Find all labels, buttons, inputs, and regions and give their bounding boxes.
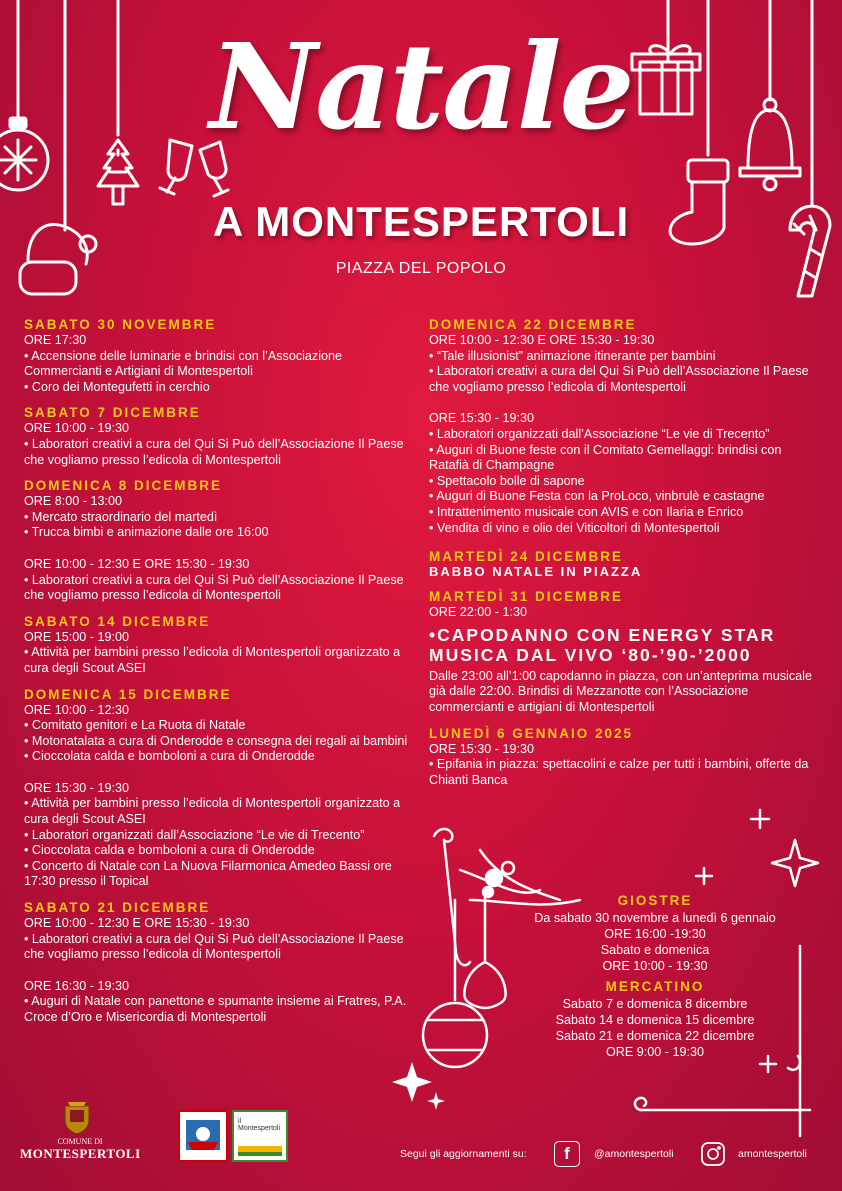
giostre-line: Da sabato 30 novembre a lunedì 6 gennaio [534,911,776,925]
event-line: • Cioccolata calda e bomboloni a cura di Onderodde [24,843,315,858]
mercatino-line: Sabato 14 e domenica 15 dicembre [555,1013,755,1027]
event-line: • Attività per bambini presso l’edicola di Montespertoli organizzato a cura degli Scout ASEI [24,796,401,827]
mercatino-line: Sabato 21 e domenica 22 dicembre [555,1029,755,1043]
event-line: • Laboratori creativi a cura del Qui Si Può dell’Associazione Il Paese che vogliamo presso l’edicola di Montespertoli [429,364,809,394]
facebook-handle[interactable]: @amontespertoli [594,1148,674,1160]
sparkle-icon [392,1062,432,1102]
event-line: • Coro dei Montegufetti in cerchio [24,379,210,394]
event-line: • Laboratori creativi a cura del Qui Si Può dell’Associazione Il Paese che vogliamo presso l’edicola di Montespertoli [24,931,404,962]
giostre-line: ORE 16:00 -19:30 [604,927,706,941]
partner-logo-2 [232,1110,288,1162]
event-line: • Intrattenimento musicale con AVIS e con Ilaria e Enrico [429,504,744,519]
event-line: ORE 16:30 - 19:30 [24,978,130,993]
event-line: ORE 8:00 - 13:00 [24,494,123,509]
event-line: • Motonatalata a cura di Onderodde e consegna dei regali ai bambini [24,733,408,748]
giostre-line: ORE 10:00 - 19:30 [602,959,708,973]
event-line: • Laboratori organizzati dall’Associazione “Le vie di Trecento” [24,827,365,842]
event-line: • Vendita di vino e olio dei Viticoltori di Montespertoli [429,520,720,535]
event-line: • Comitato genitori e La Ruota di Natale [24,718,246,733]
hanging-ornament-icon [423,890,506,1067]
event-line: • Auguri di Natale con panettone e spumante insieme ai Fratres, P.A. Croce d’Oro e Misericordia di Montespertoli [24,994,407,1024]
partner-logo-2-text: il Montespertoli [238,1118,281,1132]
follow-label: Segui gli aggiornamenti su: [400,1148,527,1160]
event-line: • Laboratori organizzati dall’Associazione “Le vie di Trecento” [429,426,770,441]
comune-small: COMUNE DI [57,1137,103,1146]
event-line: ORE 10:00 - 12:30 [24,702,130,717]
sparkle-icon [751,810,769,828]
event-line: ORE 15:30 - 19:30 [429,741,535,756]
event-line: ORE 15:00 - 19:00 [24,629,130,644]
event-line: • Laboratori creativi a cura del Qui Si Può dell’Associazione Il Paese che vogliamo presso l’edicola di Montespertoli [24,572,404,603]
giostre-block [510,892,800,1060]
event-line: • Trucca bimbi e animazione dalle ore 16:00 [24,525,269,540]
capodanno-line-2: MUSICA DAL VIVO ‘80-’90-’2000 [429,644,752,665]
capodanno-title [429,625,824,665]
event-line: ORE 22:00 - 1:30 [429,605,528,620]
event-heading: MARTEDÌ 24 DICEMBRE [429,549,624,565]
mercatino-line: ORE 9:00 - 19:30 [605,1045,704,1059]
event-heading: MARTEDÌ 31 DICEMBRE [429,589,624,605]
mercatino-heading: MERCATINO [605,979,705,994]
event-line: • Laboratori creativi a cura del Qui Si Può dell’Associazione Il Paese che vogliamo presso l’edicola di Montespertoli [24,436,404,467]
sparkle-icon [696,868,712,884]
event-heading: SABATO 7 DICEMBRE [24,405,201,421]
comune-logo [20,1137,140,1162]
instagram-icon[interactable] [700,1141,726,1167]
title-script: Natale [209,17,633,156]
event-line: • Auguri di Buone Festa con la ProLoco, vinbrulè e castagne [429,489,765,504]
event-heading: SABATO 30 NOVEMBRE [24,317,217,332]
left-column [24,316,409,1026]
event-line: ORE 10:00 - 12:30 E ORE 15:30 - 19:30 [429,333,655,347]
instagram-handle[interactable]: amontespertoli [738,1148,807,1160]
event-line: Dalle 23:00 all’1:00 capodanno in piazza, con un’anteprima musicale già dalle 22:00. Brindisi di Mezzanotte con l’Associazione commercianti e artigiani di Montespertoli [429,668,812,714]
event-line: • Accensione delle luminarie e brindisi con l’Associazione Commercianti e Artigiani di Montespertoli [24,348,343,379]
sparkles-bottom [390,1056,450,1116]
event-subheading: BABBO NATALE IN PIAZZA [429,564,643,580]
event-line: • Attività per bambini presso l’edicola di Montespertoli organizzato a cura degli Scout ASEI [24,645,401,675]
sparkle-icon [427,1092,445,1110]
title-sub: A MONTESPERTOLI [212,198,630,245]
event-line: • Cioccolata calda e bomboloni a cura di Onderodde [24,749,315,764]
event-line: ORE 15:30 - 19:30 [429,411,535,426]
event-line: • Concerto di Natale con La Nuova Filarmonica Amedeo Bassi ore 17:30 presso il Topical [24,858,392,889]
event-line: ORE 10:00 - 12:30 E ORE 15:30 - 19:30 [24,556,250,571]
event-line: ORE 10:00 - 19:30 [24,421,130,436]
event-line: ORE 10:00 - 12:30 E ORE 15:30 - 19:30 [24,916,250,931]
event-heading: DOMENICA 22 DICEMBRE [429,317,637,332]
right-column [429,316,824,788]
mercatino-line: Sabato 7 e domenica 8 dicembre [562,997,748,1011]
comune-name: MONTESPERTOLI [20,1146,141,1161]
event-line: ORE 17:30 [24,333,87,347]
event-heading: LUNEDÌ 6 GENNAIO 2025 [429,725,634,741]
giostre-line: Sabato e domenica [600,943,710,957]
event-line: • Spettacolo bolle di sapone [429,473,585,488]
sparkle-icon [772,840,818,886]
capodanno-line-1: •CAPODANNO CON ENERGY STAR [429,624,776,645]
place-label: PIAZZA DEL POPOLO [335,260,507,277]
event-heading: DOMENICA 8 DICEMBRE [24,478,223,494]
event-line: ORE 15:30 - 19:30 [24,780,130,795]
event-heading: DOMENICA 15 DICEMBRE [24,686,232,702]
partner-emblem-icon [180,1112,226,1160]
event-line: • Epifania in piazza: spettacolini e calze per tutti i bambini, offerte da Chianti Banca [429,757,809,787]
event-line: • “Tale illusionist” animazione itinerante per bambini [429,348,716,363]
partner-logo-1 [178,1110,228,1162]
comune-crest-icon [62,1100,92,1136]
facebook-icon[interactable]: f [554,1141,580,1167]
giostre-heading: GIOSTRE [617,893,693,908]
event-line: • Mercato straordinario del martedì [24,509,218,524]
event-heading: SABATO 14 DICEMBRE [24,613,211,629]
event-heading: SABATO 21 DICEMBRE [24,900,211,916]
event-line: • Auguri di Buone feste con il Comitato Gemellaggi: brindisi con Ratafià di Champagne [429,442,782,473]
